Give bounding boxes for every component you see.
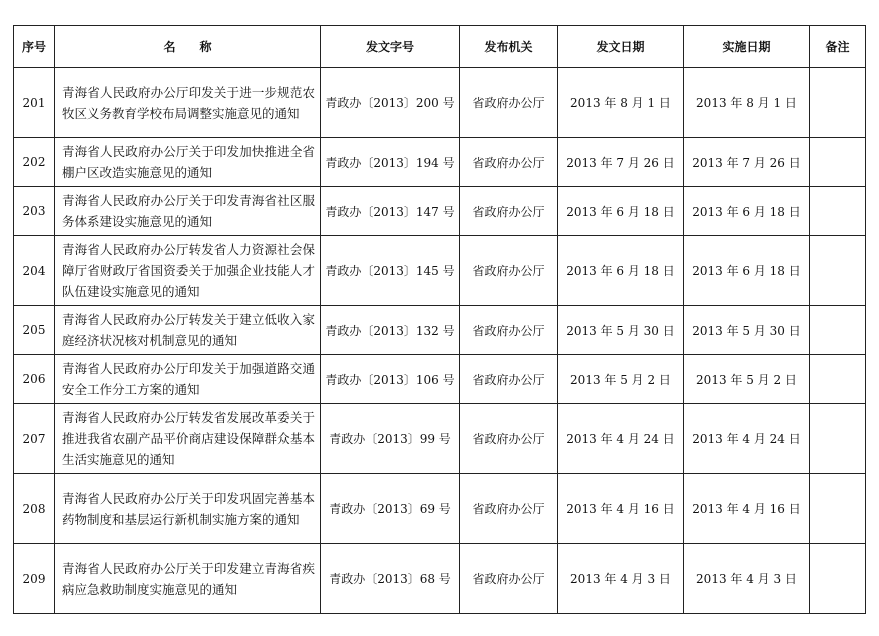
cell-issue-date: 2013 年 8 月 1 日 bbox=[558, 68, 684, 138]
cell-remarks bbox=[810, 68, 866, 138]
cell-name: 青海省人民政府办公厅转发省发展改革委关于推进我省农副产品平价商店建设保障群众基本生活实施意见的通知 bbox=[55, 404, 321, 474]
cell-seq: 203 bbox=[14, 187, 55, 236]
cell-issue-date: 2013 年 5 月 2 日 bbox=[558, 355, 684, 404]
cell-remarks bbox=[810, 404, 866, 474]
cell-effective-date: 2013 年 8 月 1 日 bbox=[684, 68, 810, 138]
table-row bbox=[14, 544, 866, 614]
cell-effective-date: 2013 年 5 月 30 日 bbox=[684, 306, 810, 355]
cell-issuer: 省政府办公厅 bbox=[460, 404, 558, 474]
cell-doc-no: 青政办〔2013〕68 号 bbox=[321, 544, 460, 614]
cell-doc-no: 青政办〔2013〕145 号 bbox=[321, 236, 460, 306]
cell-issue-date: 2013 年 4 月 24 日 bbox=[558, 404, 684, 474]
cell-issuer: 省政府办公厅 bbox=[460, 187, 558, 236]
cell-seq: 201 bbox=[14, 68, 55, 138]
cell-name: 青海省人民政府办公厅转发省人力资源社会保障厅省财政厅省国资委关于加强企业技能人才队伍建设实施意见的通知 bbox=[55, 236, 321, 306]
cell-name: 青海省人民政府办公厅印发关于加强道路交通安全工作分工方案的通知 bbox=[55, 355, 321, 404]
header-seq: 序号 bbox=[14, 26, 55, 68]
cell-remarks bbox=[810, 544, 866, 614]
cell-doc-no: 青政办〔2013〕99 号 bbox=[321, 404, 460, 474]
cell-remarks bbox=[810, 474, 866, 544]
table-row bbox=[14, 236, 866, 306]
cell-issue-date: 2013 年 5 月 30 日 bbox=[558, 306, 684, 355]
cell-issue-date: 2013 年 6 月 18 日 bbox=[558, 236, 684, 306]
table-row bbox=[14, 404, 866, 474]
table-row bbox=[14, 187, 866, 236]
header-effective-date: 实施日期 bbox=[684, 26, 810, 68]
cell-effective-date: 2013 年 6 月 18 日 bbox=[684, 187, 810, 236]
table-row bbox=[14, 306, 866, 355]
cell-seq: 206 bbox=[14, 355, 55, 404]
table-row bbox=[14, 355, 866, 404]
cell-doc-no: 青政办〔2013〕69 号 bbox=[321, 474, 460, 544]
header-doc-no: 发文字号 bbox=[321, 26, 460, 68]
cell-doc-no: 青政办〔2013〕200 号 bbox=[321, 68, 460, 138]
cell-effective-date: 2013 年 6 月 18 日 bbox=[684, 236, 810, 306]
cell-issuer: 省政府办公厅 bbox=[460, 474, 558, 544]
cell-doc-no: 青政办〔2013〕147 号 bbox=[321, 187, 460, 236]
cell-doc-no: 青政办〔2013〕132 号 bbox=[321, 306, 460, 355]
regulations-table bbox=[13, 25, 866, 614]
table-row bbox=[14, 68, 866, 138]
cell-effective-date: 2013 年 7 月 26 日 bbox=[684, 138, 810, 187]
cell-issuer: 省政府办公厅 bbox=[460, 138, 558, 187]
header-row bbox=[14, 26, 866, 68]
cell-issuer: 省政府办公厅 bbox=[460, 355, 558, 404]
cell-remarks bbox=[810, 187, 866, 236]
cell-doc-no: 青政办〔2013〕194 号 bbox=[321, 138, 460, 187]
header-issuer: 发布机关 bbox=[460, 26, 558, 68]
cell-issuer: 省政府办公厅 bbox=[460, 236, 558, 306]
document-page bbox=[13, 25, 866, 614]
cell-effective-date: 2013 年 4 月 3 日 bbox=[684, 544, 810, 614]
cell-issue-date: 2013 年 6 月 18 日 bbox=[558, 187, 684, 236]
cell-doc-no: 青政办〔2013〕106 号 bbox=[321, 355, 460, 404]
cell-remarks bbox=[810, 355, 866, 404]
cell-issue-date: 2013 年 4 月 16 日 bbox=[558, 474, 684, 544]
cell-seq: 207 bbox=[14, 404, 55, 474]
cell-effective-date: 2013 年 5 月 2 日 bbox=[684, 355, 810, 404]
cell-issuer: 省政府办公厅 bbox=[460, 68, 558, 138]
cell-remarks bbox=[810, 138, 866, 187]
header-name: 名 称 bbox=[55, 26, 321, 68]
table-row bbox=[14, 138, 866, 187]
cell-remarks bbox=[810, 236, 866, 306]
cell-name: 青海省人民政府办公厅关于印发加快推进全省棚户区改造实施意见的通知 bbox=[55, 138, 321, 187]
cell-name: 青海省人民政府办公厅关于印发巩固完善基本药物制度和基层运行新机制实施方案的通知 bbox=[55, 474, 321, 544]
cell-effective-date: 2013 年 4 月 16 日 bbox=[684, 474, 810, 544]
cell-seq: 205 bbox=[14, 306, 55, 355]
cell-issuer: 省政府办公厅 bbox=[460, 544, 558, 614]
table-row bbox=[14, 474, 866, 544]
cell-effective-date: 2013 年 4 月 24 日 bbox=[684, 404, 810, 474]
cell-name: 青海省人民政府办公厅关于印发青海省社区服务体系建设实施意见的通知 bbox=[55, 187, 321, 236]
cell-issue-date: 2013 年 4 月 3 日 bbox=[558, 544, 684, 614]
cell-seq: 202 bbox=[14, 138, 55, 187]
cell-remarks bbox=[810, 306, 866, 355]
header-remarks: 备注 bbox=[810, 26, 866, 68]
header-issue-date: 发文日期 bbox=[558, 26, 684, 68]
cell-issue-date: 2013 年 7 月 26 日 bbox=[558, 138, 684, 187]
cell-name: 青海省人民政府办公厅转发关于建立低收入家庭经济状况核对机制意见的通知 bbox=[55, 306, 321, 355]
cell-seq: 204 bbox=[14, 236, 55, 306]
cell-seq: 209 bbox=[14, 544, 55, 614]
cell-name: 青海省人民政府办公厅关于印发建立青海省疾病应急救助制度实施意见的通知 bbox=[55, 544, 321, 614]
cell-seq: 208 bbox=[14, 474, 55, 544]
cell-name: 青海省人民政府办公厅印发关于进一步规范农牧区义务教育学校布局调整实施意见的通知 bbox=[55, 68, 321, 138]
cell-issuer: 省政府办公厅 bbox=[460, 306, 558, 355]
